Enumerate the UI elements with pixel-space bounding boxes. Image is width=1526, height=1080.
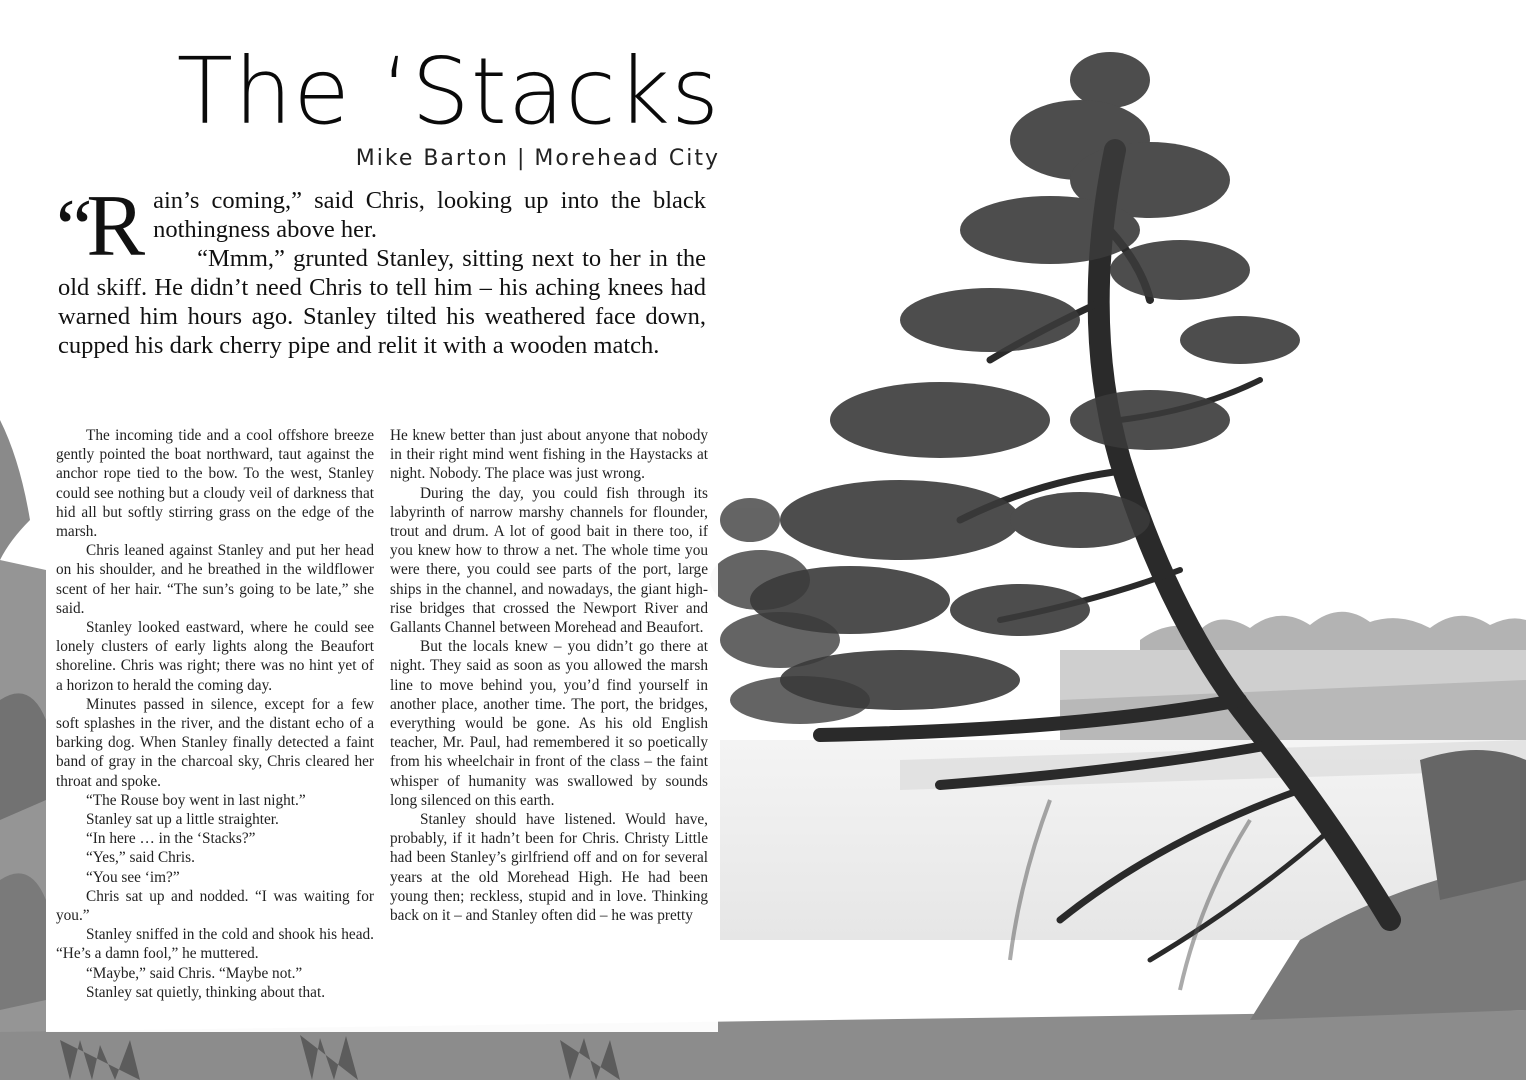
lead-part2: “Mmm,” grunted Stanley, sitting next to her in the old skiff. He didn’t need Chris to tell him – his aching knees had warned him hours ago. Stanley tilted his weathered face down, cupped his dark cherry pipe and relit it with a wooden match. bbox=[58, 245, 706, 359]
byline bbox=[300, 146, 720, 171]
paragraph: “The Rouse boy went in last night.” bbox=[86, 791, 306, 809]
column-2 bbox=[390, 426, 708, 925]
lead-part1: ain’s coming,” said Chris, looking up into the black nothingness above her. bbox=[153, 187, 706, 243]
paragraph: The incoming tide and a cool offshore breeze gently pointed the boat northward, taut against the anchor rope tied to the bow. To the west, Stanley could see nothing but a cloudy veil of darkness that hid all but softly stirring grass on the edge of the marsh. bbox=[56, 427, 374, 541]
paragraph: Stanley sat quietly, thinking about that. bbox=[86, 983, 326, 1001]
drop-cap-quote: “ bbox=[56, 182, 87, 273]
paragraph: “In here … in the ‘Stacks?” bbox=[86, 830, 256, 848]
body-columns-box bbox=[46, 418, 718, 1032]
article-title: The ‘Stacks bbox=[176, 38, 720, 145]
paragraph: “Yes,” said Chris. bbox=[86, 849, 195, 867]
drop-cap-letter: R bbox=[86, 178, 146, 275]
paragraph-continuation: He knew better than just about anyone that nobody in their right mind went fishing in the Haystacks at night. Nobody. The place was just wrong. bbox=[390, 427, 708, 483]
lead-paragraph-box bbox=[46, 180, 718, 406]
column-1 bbox=[56, 426, 374, 1002]
paragraph: Minutes passed in silence, except for a few soft splashes in the river, and the distant echo of a barking dog. When Stanley finally detected a faint band of gray in the charcoal sky, Chris cleared her throat and spoke. bbox=[56, 695, 374, 790]
lead-paragraph bbox=[56, 178, 706, 360]
byline-separator: | bbox=[517, 146, 527, 171]
paragraph: “You see ‘im?” bbox=[86, 868, 180, 886]
paragraph: Stanley sniffed in the cold and shook his head. “He’s a damn fool,” he muttered. bbox=[56, 926, 374, 963]
paragraph: During the day, you could fish through its labyrinth of narrow marshy channels for flounder, trout and drum. A lot of good bait in there too, if you knew how to throw a net. The whole time you were there, you could see parts of the port, large ships in the channel, and nowadays, the giant high-rise bridges that crossed the Newport River and Gallants Channel between Morehead and Beaufort. bbox=[390, 484, 708, 637]
author-name: Mike Barton bbox=[355, 146, 509, 171]
author-location: Morehead City bbox=[534, 146, 720, 171]
paragraph: Stanley should have listened. Would have, probably, if it hadn’t been for Chris. Christy Little had been Stanley’s girlfriend off and on for several years at the old Morehead High. He had been young then; reckless, stupid and in love. Thinking back on it – and Stanley often did – he was pretty bbox=[390, 811, 708, 925]
paragraph: “Maybe,” said Chris. “Maybe not.” bbox=[86, 964, 303, 982]
left-grass bbox=[0, 420, 46, 1040]
pine-foliage bbox=[750, 52, 1300, 710]
paragraph: Stanley sat up a little straighter. bbox=[86, 811, 279, 829]
paragraph: Stanley looked eastward, where he could see lonely clusters of early lights along the Beaufort shoreline. Chris was right; there was no hint yet of a horizon to herald the coming day. bbox=[56, 619, 374, 694]
paragraph: Chris leaned against Stanley and put her head on his shoulder, and he breathed in the wildflower scent of her hair. “The sun’s going to be late,” she said. bbox=[56, 542, 374, 617]
paragraph: But the locals knew – you didn’t go there at night. They said as soon as you allowed the marsh line to move behind you, you’d find yourself in another place, another time. The port, the bridges, everything would be gone. As his old English teacher, Mr. Paul, had remembered it so poetically from his wheelchair in front of the class – the faint whisper of humanity was swallowed by sounds long silenced on this earth. bbox=[390, 638, 708, 809]
paragraph: Chris sat up and nodded. “I was waiting for you.” bbox=[56, 887, 374, 925]
drop-cap bbox=[56, 178, 146, 275]
